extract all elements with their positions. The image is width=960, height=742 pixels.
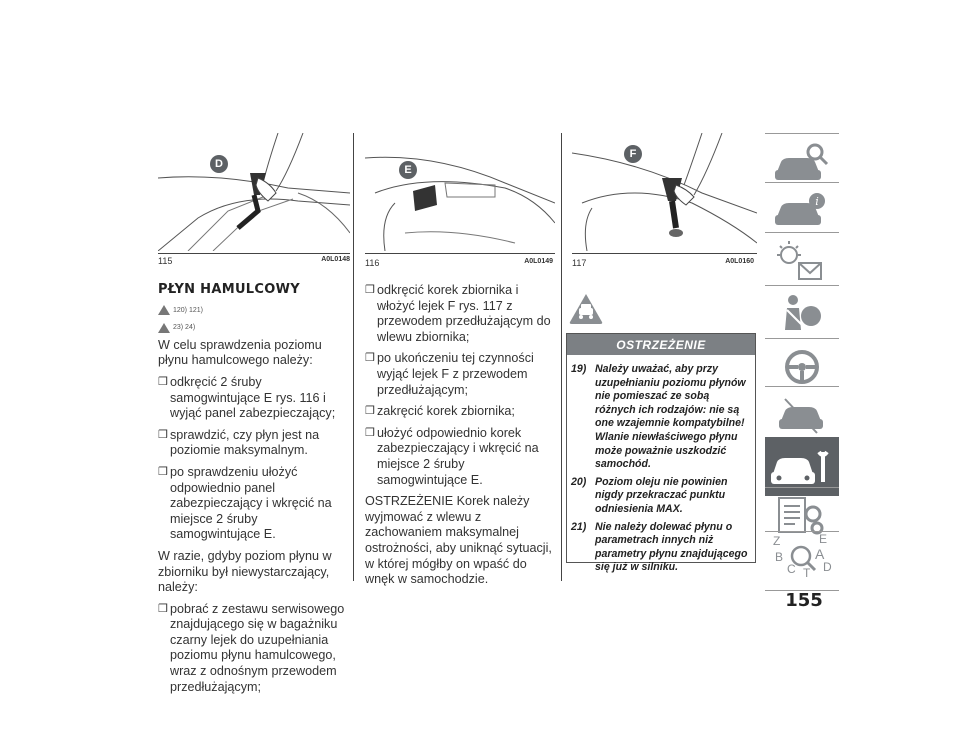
warning-item: 20) Poziom oleju nie powinien nigdy przekraczać punktu odniesienia MAX. [571,475,728,515]
figure-code: A0L0149 [524,258,553,265]
index-letter: D [823,560,832,574]
index-letter: Z [773,534,781,548]
page-number: 155 [785,590,823,611]
figure-117 [572,133,757,251]
checkbox-bullet-icon: ❒ [158,465,168,478]
figure-115-rule [158,253,350,254]
safety-airbag-icon [765,286,839,344]
index-letter: E [819,532,828,546]
checkbox-bullet-icon: ❒ [365,405,375,418]
index-letter: T [803,566,811,580]
tab-index[interactable] [765,531,839,591]
intro-text: W celu sprawdzenia poziomu płynu hamulcowego należy: [158,337,322,368]
figure-115-caption [158,256,350,266]
column-divider-2 [561,133,562,581]
list-item: ❒ odkręcić korek zbiornika i włożyć lejek F rys. 117 z przewodem przedłużającym do wlewu zbiornika; [365,283,551,344]
svg-text:i: i [815,195,819,208]
note-triangle-icon [158,323,170,333]
index-letter: B [775,550,784,564]
figure-number: 117 [572,258,587,268]
list-item: ❒ pobrać z zestawu serwisowego znajdującego się w bagażniku czarny lejek do uzupełniania poziomu płynu hamulcowego, wraz z odnośnym przewodem przedłużającym; [158,601,345,694]
warning-ref-2 [158,320,195,336]
figure-label-f: F [624,145,642,163]
checkbox-bullet-icon: ❒ [365,426,375,439]
figure-116-rule [365,253,555,254]
ref-numbers: 23) 24) [173,324,196,332]
warning-box [566,333,756,574]
warning-triangle-icon [158,305,170,315]
ref-numbers: 120) 121) [173,306,203,314]
figure-code: A0L0148 [321,256,350,263]
section-title: PŁYN HAMULCOWY [158,282,300,297]
column-2 [365,283,555,594]
checkbox-bullet-icon: ❒ [158,602,168,615]
column-divider-1 [353,133,354,581]
index-letter: A [815,546,825,562]
checkbox-bullet-icon: ❒ [365,284,375,296]
figure-label-e: E [399,161,417,179]
figure-115 [158,133,350,251]
figure-number: 116 [365,258,380,268]
figure-117-rule [572,253,757,254]
warning-item: 19) Należy uważać, aby przy uzupełnianiu poziomu płynów nie pomieszać ze sobą różnych ich rodzajów: nie są one wzajemnie kompatybilne! Wlanie niewłaściwego płynu może poważnie uszkodzić samochód. [571,363,746,471]
figure-number: 115 [158,256,173,266]
list-item: ❒ ułożyć odpowiednio korek zabezpieczający i wkręcić na miejsce 2 śruby samogwintujące E. [365,425,539,487]
paragraph: W razie, gdyby poziom płynu w zbiorniku był niewystarczający, należy: [158,548,332,595]
figure-116 [365,133,555,251]
figure-label-d: D [210,155,228,173]
column-1 [158,282,350,701]
list-item: ❒ po sprawdzeniu ułożyć odpowiednio panel zabezpieczający i wkręcić na miejsce 2 śruby samogwintujące E. [158,464,332,542]
tab-warning-lights[interactable] [765,232,839,291]
list-item: ❒ po ukończeniu tej czynności wyjąć lejek F z przewodem przedłużającym; [365,351,534,397]
figure-117-caption [572,258,754,268]
checkbox-bullet-icon: ❒ [365,352,375,365]
index-letter: C [787,562,796,576]
warning-ref-1 [158,303,203,319]
warning-light-icon [765,233,839,291]
checkbox-bullet-icon: ❒ [158,428,168,441]
warning-title: OSTRZEŻENIE [567,334,755,355]
checkbox-bullet-icon: ❒ [158,375,168,388]
warning-item: 21) Nie należy dolewać płynu o parametrach innych niż parametry płynu znajdującego się już w silniku. [571,520,748,574]
list-item: ❒ zakręcić korek zbiornika; [365,404,515,419]
figure-116-caption [365,258,553,268]
tab-safety[interactable] [765,285,839,344]
warning-car-triangle-icon [568,292,604,326]
figure-code: A0L0160 [725,258,754,265]
list-item: ❒ sprawdzić, czy płyn jest na poziomie maksymalnym. [158,427,320,458]
caution-note: OSTRZEŻENIE Korek należy wyjmować z wlewu z zachowaniem maksymalnej ostrożności, aby uniknąć sytuacji, w której mógłby on wpaść do wnęk w samochodzie. [365,494,552,587]
list-item: ❒ odkręcić 2 śruby samogwintujące E rys. 116 i wyjąć panel zabezpieczający; [158,374,336,421]
